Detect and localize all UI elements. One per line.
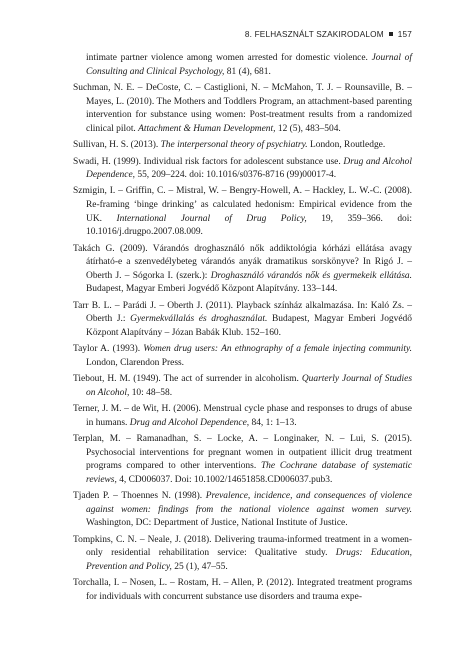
reference-entry [73,156,412,183]
reference-entry [73,185,412,239]
reference-text: 19, 359–366. doi: 10.1016/j.drugpo.2007.08.009. [86,213,412,238]
reference-entry [73,534,412,575]
reference-title-italic: Gyermekvállalás és droghasználat. [130,314,268,325]
reference-entry [73,490,412,531]
reference-entry [73,300,412,341]
reference-title-italic: Journal of Consulting and Clinical Psychology, [86,53,413,77]
reference-text: Budapest, Magyar Emberi Jogvédő Központ Alapítvány – Józan Babák Klub. 152–160. [86,314,412,338]
reference-text: Tarr B. L. – Parádi J. – Oberth J. (2011). Playback színház alkalmazása. In: Kaló Zs. – Oberth J.: [73,300,412,325]
reference-text: intimate partner violence among women arrested for domestic violence. [86,53,372,63]
header-separator-square [389,32,393,36]
reference-text: Torchalla, I. – Nosen, L. – Rostam, H. – Allen, P. (2012). Integrated treatment programs for individuals with concurrent substance use disorders and trauma expe- [73,578,412,602]
reference-text: Budapest, Magyar Emberi Jogvédő Központ Alapítvány. 133–144. [86,284,338,295]
reference-text: Terner, J. M. – de Wit, H. (2006). Menstrual cycle phase and responses to drugs of abuse in humans. [73,404,412,428]
reference-title-italic: Drug and Alcohol Dependence, [129,417,250,428]
page-number: 157 [397,30,412,39]
reference-entry [73,139,412,153]
reference-text: 25 (1), 47–55. [171,561,228,572]
reference-text: 12 (5), 483–504. [275,123,341,134]
reference-text: Suchman, N. E. – DeCoste, C. – Castiglioni, N. – McMahon, T. J. – Rounsaville, B. – Mayes, L. (2010). The Mothers and Toddlers Program, an attachment-based parenting intervention for substance using women: Post-treatment results from a randomized clinical pilot. [73,82,412,134]
reference-title-italic: Prevalence, incidence, and consequences of violence against women: findings from the national violence against women survey. [86,491,412,515]
reference-text: 84, 1: 1–13. [249,417,297,428]
reference-text: Takách G. (2009). Várandós droghasználó nők addiktológia kórházi ellátása avagy átírható-e a szenvedélybeteg várandós anyák dramatikus sorskönyve? In Rigó J. – Oberth J. – Sógorka I. (szerk.): [73,243,412,281]
reference-title-italic: Drug and Alcohol Dependence, [86,156,412,181]
reference-title-italic: Attachment & Human Development, [138,123,276,134]
reference-text: Washington, DC: Department of Justice, National Institute of Justice. [86,518,348,529]
reference-title-italic: Droghasználó várandós nők és gyermekeik ellátása. [210,270,412,281]
reference-text: Tjaden P. – Thoennes N. (1998). [73,491,206,502]
reference-text: 81 (4), 681. [224,66,271,77]
reference-entry [73,403,412,430]
reference-title-italic: International Journal of Drug Policy, [116,213,307,224]
reference-list [73,52,412,607]
running-header [245,30,412,39]
reference-text: Tompkins, C. N. – Neale, J. (2018). Delivering trauma-informed treatment in a women-only residential rehabilitation service: Qualitative study. [73,534,412,559]
reference-text: Tiebout, H. M. (1949). The act of surrender in alcoholism. [73,374,302,385]
reference-entry [73,577,412,604]
reference-text: Taylor A. (1993). [73,344,144,355]
reference-entry [73,433,412,487]
reference-text: Sullivan, H. S. (2013). [73,140,161,151]
reference-title-italic: Drugs: Education, Prevention and Policy, [86,548,412,572]
reference-text: Terplan, M. – Ramanadhan, S. – Locke, A. – Longinaker, N. – Lui, S. (2015). Psychosocial interventions for pregnant women in outpatient illicit drug treatment programs compared to other interventions. [73,434,412,472]
reference-title-italic: The Cochrane database of systematic reviews, [86,461,413,485]
reference-entry [73,82,412,136]
reference-text: London, Routledge. [307,140,386,151]
reference-entry [73,373,412,400]
reference-text: Swadi, H. (1999). Individual risk factors for adolescent substance use. [73,156,344,167]
chapter-title: 8. FELHASZNÁLT SZAKIRODALOM [244,30,384,39]
reference-text: Szmigin, I. – Griffin, C. – Mistral, W. – Bengry-Howell, A. – Hackley, L. W.-C. (2008). Re-framing ‘binge drinking’ as calculated hedonism: Empirical evidence from the UK. [73,186,412,224]
reference-text: 4, CD006037. Doi: 10.1002/14651858.CD006037.pub3. [116,474,333,485]
reference-title-italic: Women drug users: An ethnography of a female injecting community. [143,344,412,355]
reference-title-italic: The interpersonal theory of psychiatry. [160,140,308,151]
reference-text: London, Clarendon Press. [86,357,185,368]
reference-entry [73,343,412,370]
reference-entry [73,243,412,297]
reference-title-italic: Quarterly Journal of Studies on Alcohol, [86,374,412,398]
reference-text: 55, 209–224. doi: 10.1016/s0376-8716 (99)00017-4. [135,170,337,181]
reference-text: 10: 48–58. [129,387,173,398]
reference-entry [73,52,412,79]
